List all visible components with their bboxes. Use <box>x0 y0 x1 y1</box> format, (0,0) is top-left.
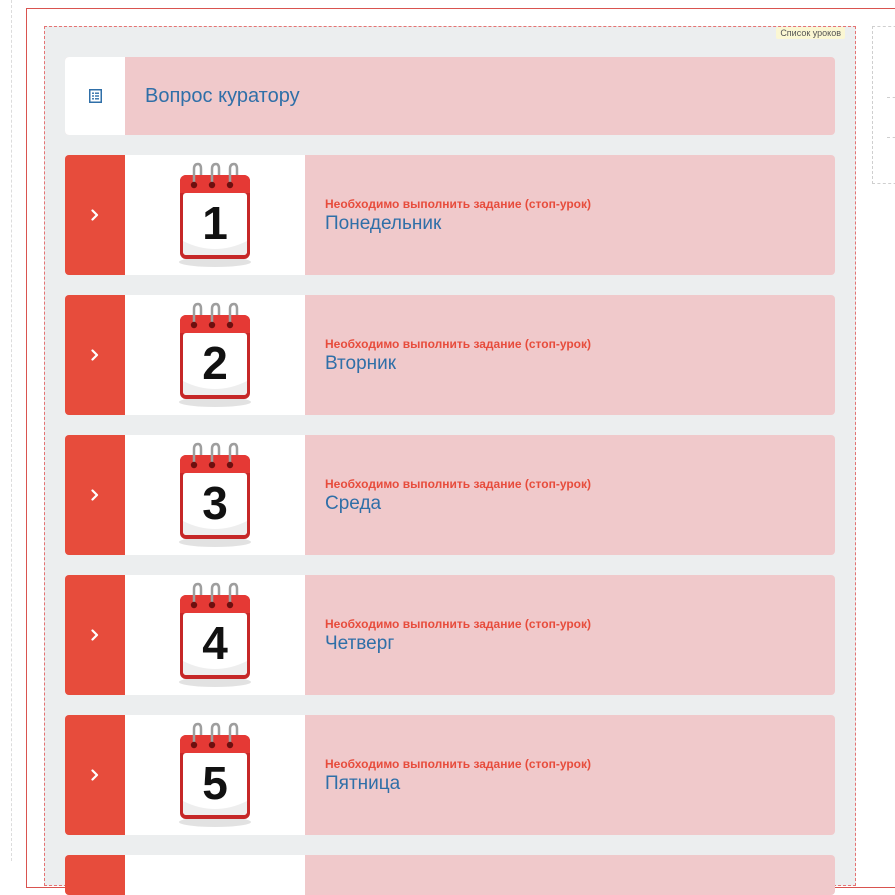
lesson-thumbnail <box>125 295 305 415</box>
lesson-text <box>325 757 591 796</box>
chevron-right-icon <box>91 209 99 221</box>
calendar-day-number: 3 <box>202 477 228 529</box>
q-icon-cell <box>65 57 125 135</box>
lesson-title[interactable]: Четверг <box>325 633 395 654</box>
lesson-row-1[interactable] <box>65 155 835 275</box>
calendar-icon <box>174 581 256 689</box>
lesson-thumbnail <box>125 575 305 695</box>
calendar-day-number: 2 <box>202 337 228 389</box>
calendar-icon <box>174 721 256 829</box>
calendar-icon <box>174 441 256 549</box>
chevron-right-icon <box>91 349 99 361</box>
lesson-text <box>325 477 591 516</box>
chevron-right-icon <box>91 489 99 501</box>
lesson-status: Необходимо выполнить задание (стоп-урок) <box>325 757 591 771</box>
expand-button[interactable] <box>65 575 125 695</box>
lesson-title[interactable]: Среда <box>325 493 382 514</box>
lesson-text <box>325 337 591 376</box>
block-tag: Список уроков <box>776 27 845 39</box>
expand-button[interactable] <box>65 295 125 415</box>
calendar-day-number: 1 <box>202 197 228 249</box>
lesson-row-5[interactable] <box>65 715 835 835</box>
lesson-title[interactable]: Пятница <box>325 773 401 794</box>
lesson-thumbnail <box>125 715 305 835</box>
lesson-row-partial[interactable] <box>65 855 835 895</box>
curator-question-row[interactable] <box>65 57 835 135</box>
expand-button[interactable] <box>65 435 125 555</box>
lesson-thumbnail <box>125 435 305 555</box>
calendar-icon <box>174 301 256 409</box>
lesson-status: Необходимо выполнить задание (стоп-урок) <box>325 617 591 631</box>
calendar-day-number: 4 <box>202 617 228 669</box>
lesson-title[interactable]: Понедельник <box>325 213 442 234</box>
lesson-status: Необходимо выполнить задание (стоп-урок) <box>325 197 591 211</box>
curator-question-title: Вопрос куратору <box>145 84 300 107</box>
lesson-status: Необходимо выполнить задание (стоп-урок) <box>325 477 591 491</box>
lesson-text <box>325 197 591 236</box>
expand-button[interactable] <box>65 715 125 835</box>
calendar-day-number: 5 <box>202 757 228 809</box>
lesson-row-4[interactable] <box>65 575 835 695</box>
chevron-right-icon <box>91 629 99 641</box>
lesson-row-3[interactable] <box>65 435 835 555</box>
layout-guide <box>11 0 12 861</box>
lesson-thumbnail <box>125 155 305 275</box>
lesson-row-2[interactable] <box>65 295 835 415</box>
lesson-text <box>325 617 591 656</box>
expand-button[interactable] <box>65 155 125 275</box>
side-panel-stub <box>872 26 895 184</box>
calendar-icon <box>174 161 256 269</box>
lesson-status: Необходимо выполнить задание (стоп-урок) <box>325 337 591 351</box>
lessons-list-block <box>44 26 856 886</box>
lesson-title[interactable]: Вторник <box>325 353 397 374</box>
list-icon <box>89 89 102 103</box>
chevron-right-icon <box>91 769 99 781</box>
